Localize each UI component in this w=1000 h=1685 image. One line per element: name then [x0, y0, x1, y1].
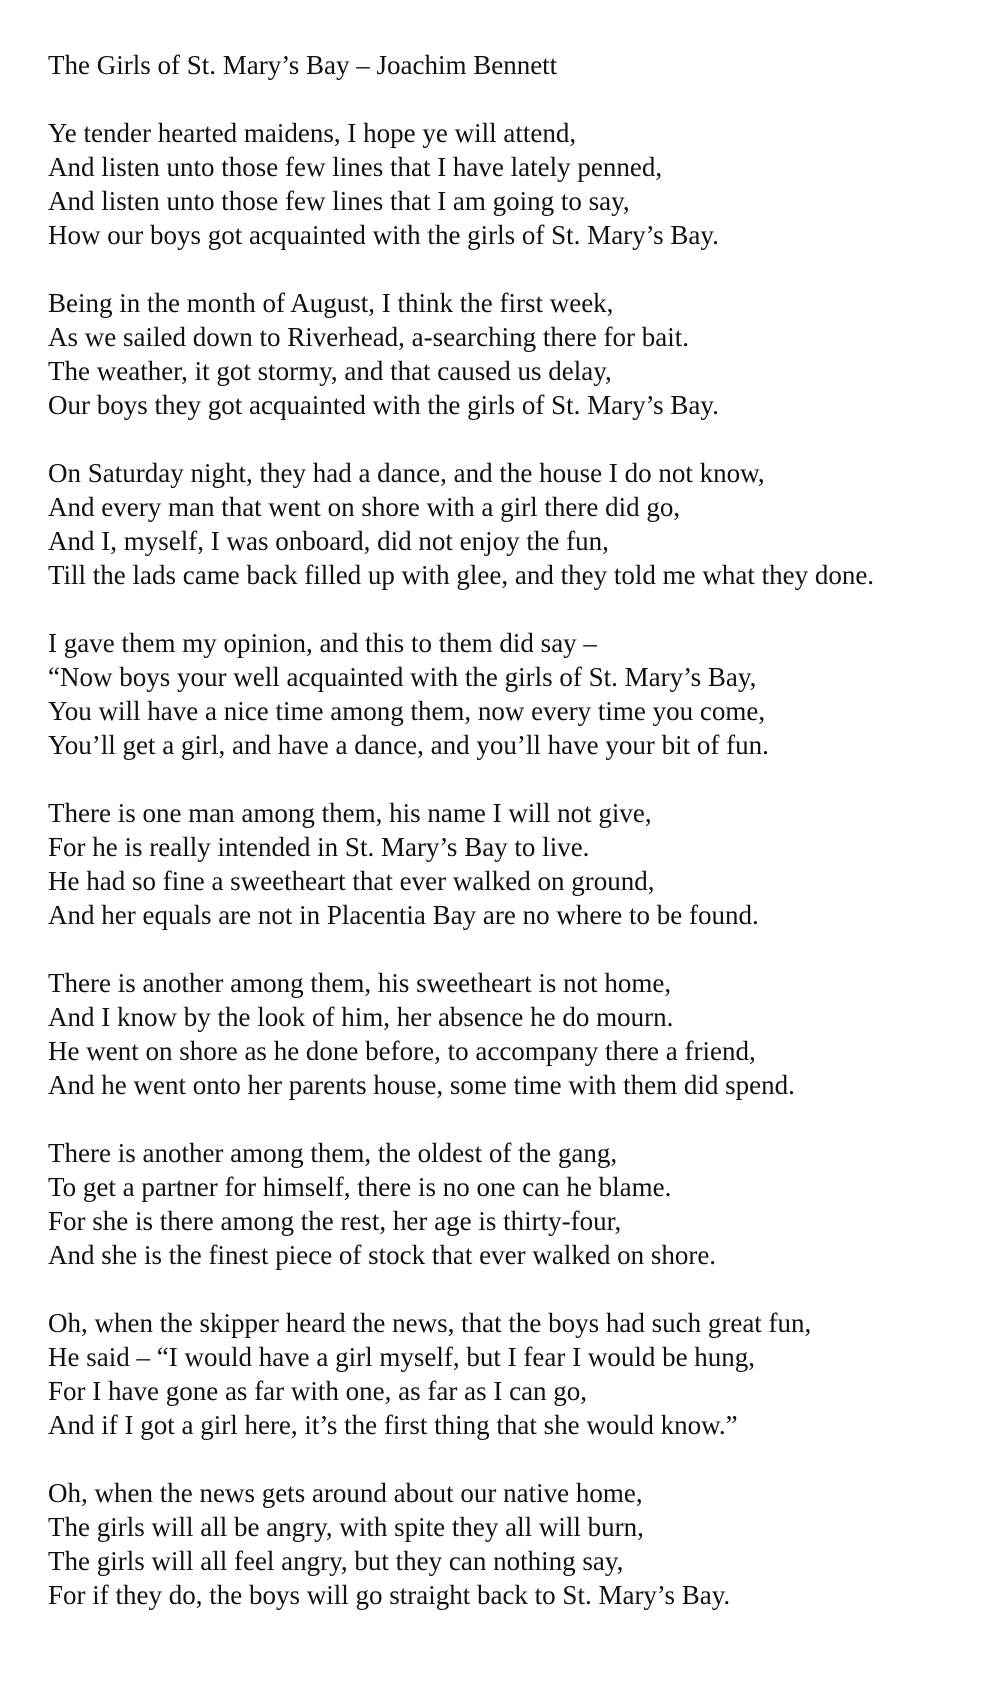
verse-line: Till the lads came back filled up with glee, and they told me what they done.	[48, 560, 875, 590]
verse-line: He had so fine a sweetheart that ever walked on ground,	[48, 866, 655, 896]
verse-line: The weather, it got stormy, and that caused us delay,	[48, 356, 612, 386]
verse-line: Oh, when the news gets around about our native home,	[48, 1478, 643, 1508]
verse-line: And her equals are not in Placentia Bay are no where to be found.	[48, 900, 759, 930]
verse-line: I gave them my opinion, and this to them did say –	[48, 628, 597, 658]
stanza	[48, 1476, 1000, 1612]
verse-line: For she is there among the rest, her age is thirty-four,	[48, 1206, 622, 1236]
verse-line: And listen unto those few lines that I am going to say,	[48, 186, 630, 216]
stanza	[48, 286, 1000, 422]
verse-line: And if I got a girl here, it’s the first thing that she would know.”	[48, 1410, 738, 1440]
verse-line: Our boys they got acquainted with the girls of St. Mary’s Bay.	[48, 390, 719, 420]
verse-line: The girls will all feel angry, but they can nothing say,	[48, 1546, 624, 1576]
verse-line: There is one man among them, his name I will not give,	[48, 798, 652, 828]
verse-line: There is another among them, his sweetheart is not home,	[48, 968, 672, 998]
verse-line: And he went onto her parents house, some time with them did spend.	[48, 1070, 795, 1100]
verse-line: To get a partner for himself, there is no one can he blame.	[48, 1172, 672, 1202]
stanza	[48, 116, 1000, 252]
verse-line: As we sailed down to Riverhead, a-searching there for bait.	[48, 322, 690, 352]
verse-line: You’ll get a girl, and have a dance, and you’ll have your bit of fun.	[48, 730, 769, 760]
verse-line: The girls will all be angry, with spite they all will burn,	[48, 1512, 644, 1542]
stanza	[48, 966, 1000, 1102]
verse-line: For I have gone as far with one, as far as I can go,	[48, 1376, 588, 1406]
verse-line: And I know by the look of him, her absence he do mourn.	[48, 1002, 674, 1032]
verse-line: How our boys got acquainted with the girls of St. Mary’s Bay.	[48, 220, 719, 250]
verse-line: Being in the month of August, I think the first week,	[48, 288, 614, 318]
stanza	[48, 796, 1000, 932]
stanza	[48, 626, 1000, 762]
verse-line: He went on shore as he done before, to accompany there a friend,	[48, 1036, 756, 1066]
verse-line: And I, myself, I was onboard, did not enjoy the fun,	[48, 526, 609, 556]
stanza-list	[48, 116, 1000, 1612]
verse-line: And listen unto those few lines that I have lately penned,	[48, 152, 663, 182]
verse-line: Ye tender hearted maidens, I hope ye will attend,	[48, 118, 577, 148]
verse-line: For he is really intended in St. Mary’s Bay to live.	[48, 832, 590, 862]
stanza	[48, 1306, 1000, 1442]
verse-line: There is another among them, the oldest of the gang,	[48, 1138, 618, 1168]
stanza	[48, 1136, 1000, 1272]
verse-line: He said – “I would have a girl myself, but I fear I would be hung,	[48, 1342, 756, 1372]
verse-line: You will have a nice time among them, now every time you come,	[48, 696, 766, 726]
verse-line: And every man that went on shore with a girl there did go,	[48, 492, 681, 522]
stanza	[48, 456, 1000, 592]
song-title: The Girls of St. Mary’s Bay – Joachim Bennett	[48, 50, 558, 80]
verse-line: Oh, when the skipper heard the news, that the boys had such great fun,	[48, 1308, 812, 1338]
verse-line: “Now boys your well acquainted with the girls of St. Mary’s Bay,	[48, 662, 757, 692]
verse-line: And she is the finest piece of stock that ever walked on shore.	[48, 1240, 717, 1270]
verse-line: On Saturday night, they had a dance, and the house I do not know,	[48, 458, 765, 488]
verse-line: For if they do, the boys will go straight back to St. Mary’s Bay.	[48, 1580, 731, 1610]
